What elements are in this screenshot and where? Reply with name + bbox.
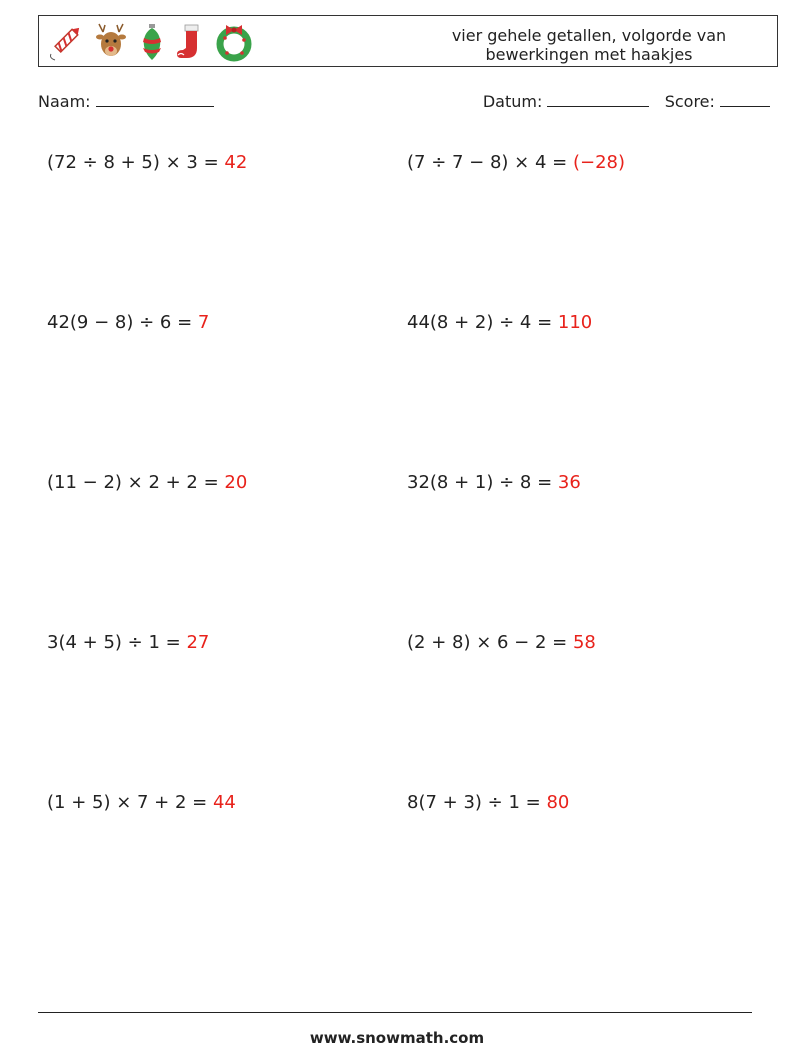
problem-expression: (11 − 2) × 2 + 2 = — [47, 472, 225, 493]
name-blank[interactable] — [96, 92, 214, 107]
problem-expression: 32(8 + 1) ÷ 8 = — [407, 472, 558, 493]
firework-rocket-icon — [45, 22, 85, 62]
problem-answer: 42 — [224, 152, 248, 173]
problem-4 — [407, 312, 592, 333]
problem-2 — [407, 152, 625, 173]
date-blank[interactable] — [547, 92, 649, 107]
problem-expression: 42(9 − 8) ÷ 6 = — [47, 312, 198, 333]
problem-answer: 80 — [546, 792, 570, 813]
problem-1 — [47, 152, 247, 173]
problem-expression: 44(8 + 2) ÷ 4 = — [407, 312, 558, 333]
date-score-fields — [483, 92, 770, 111]
date-label: Datum: — [482, 92, 543, 111]
problem-answer: 44 — [212, 792, 236, 813]
problem-expression: (72 ÷ 8 + 5) × 3 = — [47, 152, 225, 173]
problem-9 — [47, 792, 236, 813]
problem-expression: (1 + 5) × 7 + 2 = — [47, 792, 213, 813]
title-line-2: bewerkingen met haakjes — [485, 45, 693, 64]
problem-expression: (2 + 8) × 6 − 2 = — [407, 632, 573, 653]
problem-answer: 7 — [197, 312, 210, 333]
problem-expression: 3(4 + 5) ÷ 1 = — [47, 632, 187, 653]
problem-5 — [47, 472, 247, 493]
problem-3 — [47, 312, 209, 333]
worksheet-header — [38, 15, 778, 67]
name-field — [38, 92, 214, 111]
score-blank[interactable] — [720, 92, 770, 107]
footer-divider — [38, 1012, 752, 1013]
stocking-icon — [175, 22, 205, 62]
problem-answer: 20 — [224, 472, 248, 493]
problem-answer: 110 — [557, 312, 593, 333]
score-label: Score: — [664, 92, 715, 111]
problem-6 — [407, 472, 581, 493]
problem-7 — [47, 632, 209, 653]
ornament-icon — [137, 22, 167, 62]
problem-answer: 36 — [557, 472, 581, 493]
wreath-icon — [213, 22, 255, 62]
name-label: Naam: — [38, 92, 91, 111]
title-line-1: vier gehele getallen, volgorde van — [451, 26, 727, 45]
problem-8 — [407, 632, 596, 653]
problem-expression: 8(7 + 3) ÷ 1 = — [407, 792, 547, 813]
footer-url[interactable]: www.snowmath.com — [309, 1029, 485, 1047]
worksheet-title — [429, 26, 749, 64]
header-icons — [45, 20, 255, 64]
problem-answer: 27 — [186, 632, 210, 653]
problem-answer: 58 — [572, 632, 596, 653]
problem-expression: (7 ÷ 7 − 8) × 4 = — [407, 152, 573, 173]
problem-10 — [407, 792, 569, 813]
problem-answer: (−28) — [572, 152, 625, 173]
reindeer-icon — [93, 22, 129, 62]
